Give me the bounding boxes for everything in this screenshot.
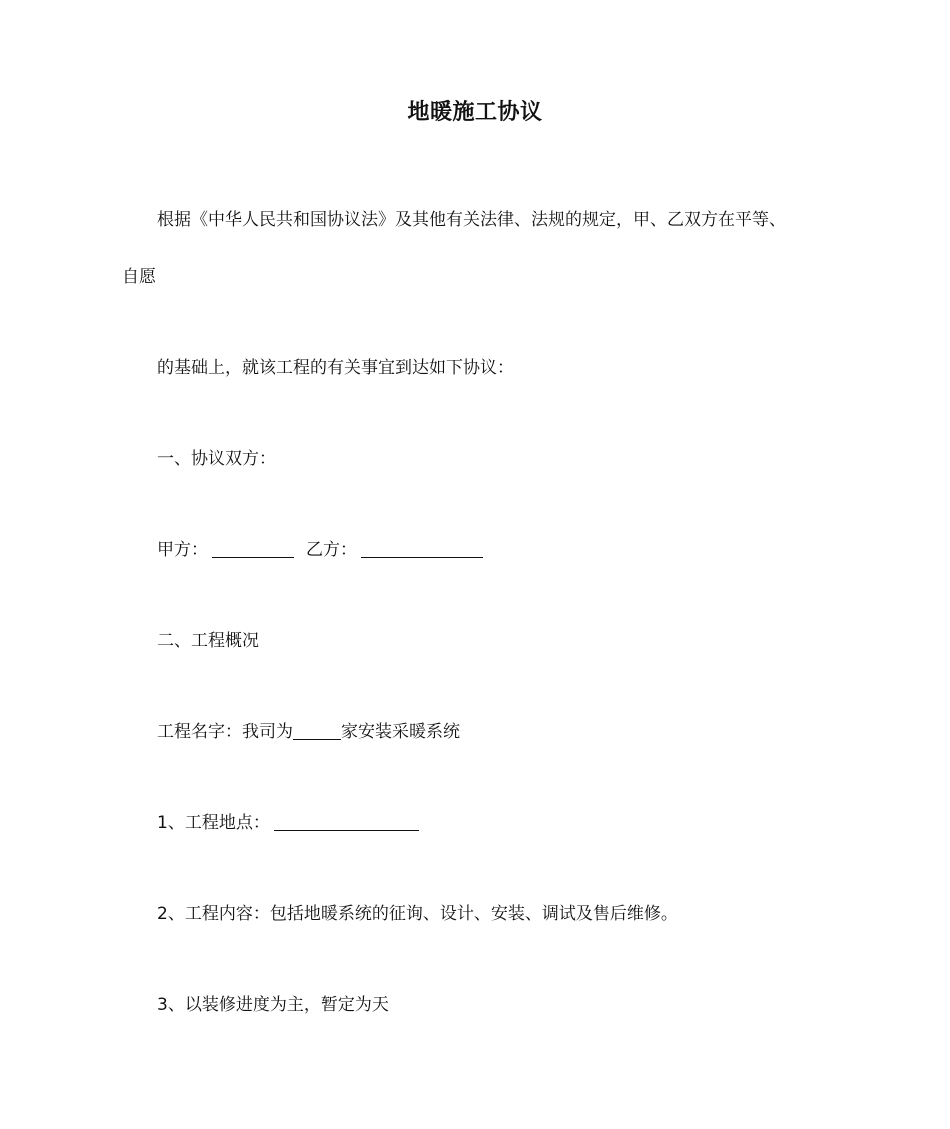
party-a-label: 甲方： — [157, 540, 208, 560]
parties-line — [157, 538, 483, 562]
project-name-line — [157, 720, 460, 744]
location-blank — [274, 812, 419, 831]
party-b-label: 乙方： — [306, 540, 357, 560]
item-3-line: 3、以装修进度为主，暂定为天 — [157, 995, 389, 1015]
document-title: 地暖施工协议 — [407, 100, 543, 125]
section-1-heading: 一、协议双方： — [157, 449, 276, 469]
item-1-line — [157, 811, 419, 835]
preamble-line-3: 的基础上，就该工程的有关事宜到达如下协议： — [157, 358, 514, 378]
item-1-label: 1、工程地点： — [157, 813, 270, 833]
project-name-prefix: 工程名字：我司为 — [157, 722, 293, 742]
preamble-line-2: 自愿 — [122, 267, 156, 287]
item-2-line: 2、工程内容：包括地暖系统的征询、设计、安装、调试及售后维修。 — [157, 904, 678, 924]
party-b-blank — [361, 539, 483, 558]
preamble-line-1: 根据《中华人民共和国协议法》及其他有关法律、法规的规定，甲、乙双方在平等、 — [157, 210, 786, 230]
party-a-blank — [212, 539, 294, 558]
project-name-suffix: 家安装采暖系统 — [341, 722, 460, 742]
project-name-blank — [293, 721, 341, 740]
section-2-heading: 二、工程概况 — [157, 631, 259, 651]
